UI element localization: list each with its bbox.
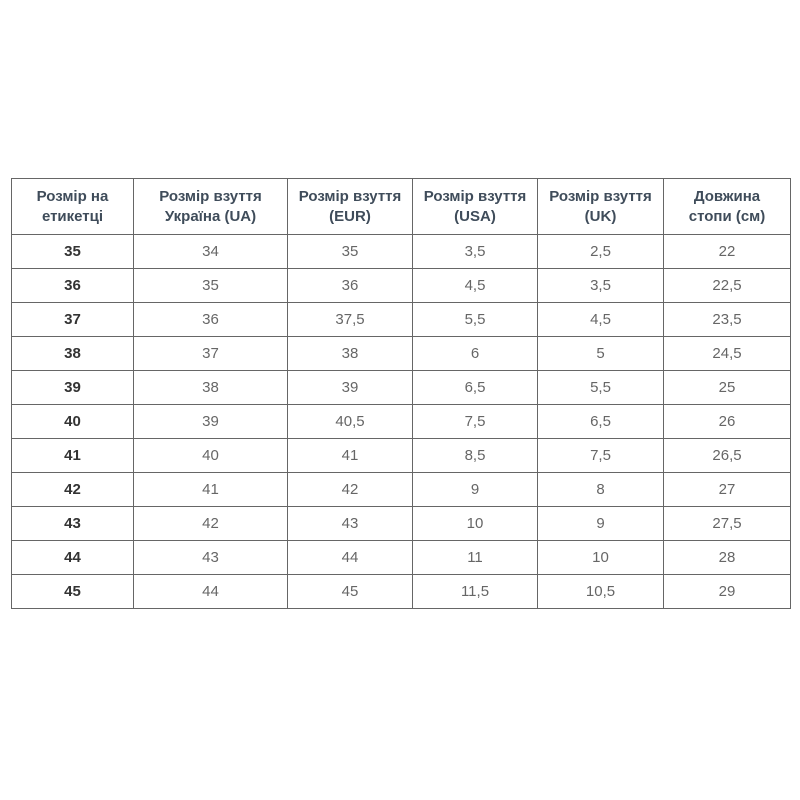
row-label: 40 xyxy=(12,405,134,439)
row-label: 45 xyxy=(12,575,134,609)
table-cell: 22 xyxy=(664,235,791,269)
table-row xyxy=(12,473,791,507)
table-row xyxy=(12,507,791,541)
table-row xyxy=(12,405,791,439)
table-cell: 43 xyxy=(288,507,413,541)
table-cell: 44 xyxy=(134,575,288,609)
table-cell: 35 xyxy=(288,235,413,269)
table-row xyxy=(12,303,791,337)
row-label: 41 xyxy=(12,439,134,473)
table-cell: 8 xyxy=(538,473,664,507)
header-row xyxy=(12,179,791,235)
table-cell: 29 xyxy=(664,575,791,609)
table-cell: 10 xyxy=(538,541,664,575)
table-cell: 41 xyxy=(134,473,288,507)
table-cell: 6,5 xyxy=(538,405,664,439)
table-cell: 5,5 xyxy=(413,303,538,337)
table-cell: 9 xyxy=(413,473,538,507)
table-cell: 11 xyxy=(413,541,538,575)
table-cell: 8,5 xyxy=(413,439,538,473)
table-cell: 6,5 xyxy=(413,371,538,405)
table-cell: 10 xyxy=(413,507,538,541)
table-row xyxy=(12,439,791,473)
table-cell: 7,5 xyxy=(538,439,664,473)
table-cell: 9 xyxy=(538,507,664,541)
table-cell: 39 xyxy=(288,371,413,405)
table-header xyxy=(12,179,791,235)
table-cell: 23,5 xyxy=(664,303,791,337)
table-cell: 38 xyxy=(134,371,288,405)
row-label: 35 xyxy=(12,235,134,269)
table-cell: 39 xyxy=(134,405,288,439)
table-row xyxy=(12,371,791,405)
table-cell: 42 xyxy=(288,473,413,507)
table-cell: 37 xyxy=(134,337,288,371)
table-cell: 11,5 xyxy=(413,575,538,609)
table-cell: 3,5 xyxy=(538,269,664,303)
column-header-4: Розмір взуття (UK) xyxy=(538,179,664,235)
table-cell: 34 xyxy=(134,235,288,269)
table-cell: 45 xyxy=(288,575,413,609)
table-cell: 36 xyxy=(288,269,413,303)
table-row xyxy=(12,541,791,575)
table-cell: 44 xyxy=(288,541,413,575)
table-cell: 40,5 xyxy=(288,405,413,439)
table-cell: 41 xyxy=(288,439,413,473)
column-header-0: Розмір на етикетці xyxy=(12,179,134,235)
column-header-2: Розмір взуття (EUR) xyxy=(288,179,413,235)
table-cell: 5 xyxy=(538,337,664,371)
table-cell: 6 xyxy=(413,337,538,371)
table-cell: 26,5 xyxy=(664,439,791,473)
table-cell: 4,5 xyxy=(538,303,664,337)
table-cell: 43 xyxy=(134,541,288,575)
table-cell: 36 xyxy=(134,303,288,337)
table-row xyxy=(12,235,791,269)
table-body xyxy=(12,235,791,609)
table-cell: 27,5 xyxy=(664,507,791,541)
column-header-5: Довжина стопи (см) xyxy=(664,179,791,235)
row-label: 43 xyxy=(12,507,134,541)
table-row xyxy=(12,337,791,371)
table-cell: 10,5 xyxy=(538,575,664,609)
shoe-size-conversion-table xyxy=(11,178,791,609)
table-cell: 2,5 xyxy=(538,235,664,269)
row-label: 44 xyxy=(12,541,134,575)
table-cell: 26 xyxy=(664,405,791,439)
table-cell: 27 xyxy=(664,473,791,507)
table-cell: 24,5 xyxy=(664,337,791,371)
table-cell: 28 xyxy=(664,541,791,575)
table-row xyxy=(12,575,791,609)
row-label: 39 xyxy=(12,371,134,405)
table-cell: 37,5 xyxy=(288,303,413,337)
table-cell: 40 xyxy=(134,439,288,473)
column-header-1: Розмір взуття Україна (UA) xyxy=(134,179,288,235)
row-label: 38 xyxy=(12,337,134,371)
table-cell: 5,5 xyxy=(538,371,664,405)
table-cell: 7,5 xyxy=(413,405,538,439)
table-cell: 42 xyxy=(134,507,288,541)
table-cell: 38 xyxy=(288,337,413,371)
table-container xyxy=(11,178,790,609)
column-header-3: Розмір взуття (USA) xyxy=(413,179,538,235)
table-cell: 25 xyxy=(664,371,791,405)
table-row xyxy=(12,269,791,303)
table-cell: 4,5 xyxy=(413,269,538,303)
row-label: 36 xyxy=(12,269,134,303)
table-cell: 22,5 xyxy=(664,269,791,303)
table-cell: 35 xyxy=(134,269,288,303)
row-label: 42 xyxy=(12,473,134,507)
table-cell: 3,5 xyxy=(413,235,538,269)
row-label: 37 xyxy=(12,303,134,337)
